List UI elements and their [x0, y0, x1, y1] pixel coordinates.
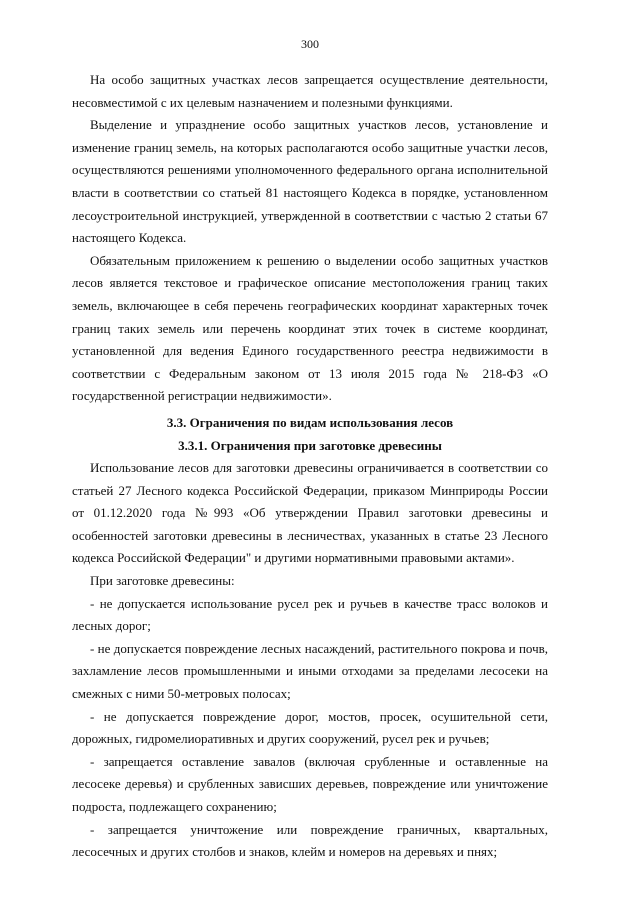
- section-heading: 3.3. Ограничения по видам использования лесов: [166, 414, 454, 430]
- subsection-heading: 3.3.1. Ограничения при заготовке древесины: [178, 437, 442, 453]
- list-item: - не допускается повреждение дорог, мостов, просек, осушительной сети, дорожных, гидромелиоративных и других сооружений, русел рек и ручьев;: [72, 708, 548, 747]
- paragraph: При заготовке древесины:: [90, 573, 235, 589]
- page-number: 300: [301, 37, 319, 51]
- list-item: - запрещается уничтожение или повреждение граничных, квартальных, лесосечных и других столбов и знаков, клейм и номеров на деревьях и пнях;: [72, 821, 548, 860]
- list-item: - запрещается оставление завалов (включая срубленные и оставленные на лесосеке деревья) и срубленных зависших деревьев, повреждение или уничтожение подроста, подлежащего сохранению;: [72, 753, 548, 814]
- paragraph: Обязательным приложением к решению о выделении особо защитных участков лесов является текстовое и графическое описание местоположения границ таких земель, включающее в себя перечень географических координат характерных точек границ таких земель или перечень координат этих точек в системе координат, установленной для ведения Единого государственного реестра недвижимости в соответствии с Федеральным законом от 13 июля 2015 года № 218-ФЗ «О государственной регистрации недвижимости».: [72, 252, 548, 404]
- paragraph: Выделение и упразднение особо защитных участков лесов, установление и изменение границ земель, на которых располагаются особо защитные участки лесов, осуществляются решениями уполномоченного федерального органа исполнительной власти в соответствии со статьей 81 настоящего Кодекса в порядке, установленном лесоустроительной инструкцией, утвержденной в соответствии с частью 2 статьи 67 настоящего Кодекса.: [72, 117, 548, 246]
- paragraph: На особо защитных участках лесов запрещается осуществление деятельности, несовместимой с их целевым назначением и полезными функциями.: [72, 72, 548, 110]
- list-item: - не допускается повреждение лесных насаждений, растительного покрова и почв, захламление лесов промышленными и иными отходами за пределами лесосеки на смежных с ними 50-метровых полосах;: [72, 640, 548, 702]
- list-item: - не допускается использование русел рек и ручьев в качестве трасс волоков и лесных дорог;: [72, 595, 548, 634]
- paragraph: Использование лесов для заготовки древесины ограничивается в соответствии со статьей 27 Лесного кодекса Российской Федерации, приказом Минприроды России от 01.12.2020 года №993 «Об утверждении Правил заготовки древесины и особенностей заготовки древесины в лесничествах, указанных в статье 23 Лесного кодекса Российской Федерации" и другими нормативными правовыми актами».: [72, 460, 548, 566]
